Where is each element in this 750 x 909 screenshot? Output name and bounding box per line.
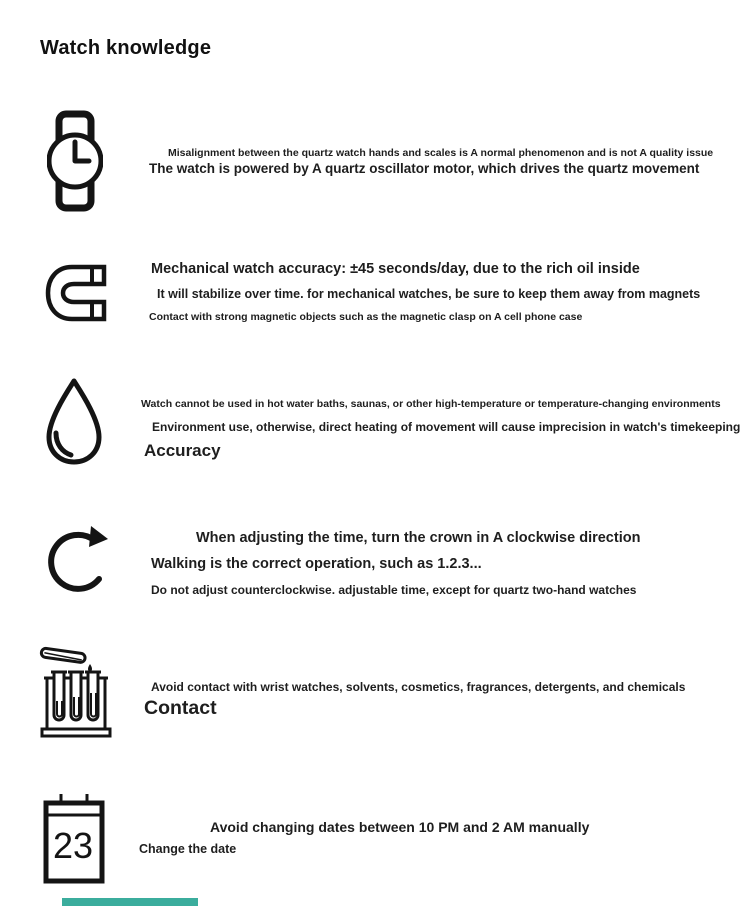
section-date-line-1: Avoid changing dates between 10 PM and 2 AM manually — [210, 819, 590, 835]
bottom-accent-bar — [62, 898, 198, 906]
section-temp-line-1: Watch cannot be used in hot water baths, saunas, or other high-temperature or temperature-changing environments — [141, 398, 721, 410]
water-drop-icon — [40, 376, 108, 466]
section-date-line-2: Change the date — [139, 842, 237, 856]
wristwatch-icon — [47, 110, 103, 212]
section-quartz-line-2: The watch is powered by A quartz oscillator motor, which drives the quartz movement — [149, 161, 700, 176]
section-quartz-line-1: Misalignment between the quartz watch hands and scales is A normal phenomenon and is not A quality issue — [168, 147, 714, 159]
section-crown-line-2: Walking is the correct operation, such as 1.2.3... — [151, 556, 482, 572]
section-temp-heading: Accuracy — [144, 441, 221, 460]
calendar-date-number: 23 — [52, 825, 94, 866]
test-tubes-icon — [38, 645, 114, 741]
section-contact-line-1: Avoid contact with wrist watches, solvents, cosmetics, fragrances, detergents, and chemicals — [151, 680, 686, 694]
page-title: Watch knowledge — [40, 37, 212, 59]
clockwise-arrow-icon — [42, 518, 114, 600]
section-magnet-line-3: Contact with strong magnetic objects such as the magnetic clasp on A cell phone case — [149, 311, 583, 323]
section-crown-line-3: Do not adjust counterclockwise. adjustable time, except for quartz two-hand watches — [151, 583, 637, 597]
section-magnet-line-1: Mechanical watch accuracy: ±45 seconds/day, due to the rich oil inside — [151, 261, 640, 277]
section-contact-heading: Contact — [144, 697, 217, 719]
section-temp-line-2: Environment use, otherwise, direct heating of movement will cause imprecision in watch's timekeeping — [152, 420, 741, 434]
section-crown-line-1: When adjusting the time, turn the crown in A clockwise direction — [196, 530, 641, 546]
section-magnet-line-2: It will stabilize over time. for mechanical watches, be sure to keep them away from magnets — [157, 287, 701, 301]
calendar-icon — [42, 792, 106, 884]
magnet-icon — [44, 262, 108, 324]
